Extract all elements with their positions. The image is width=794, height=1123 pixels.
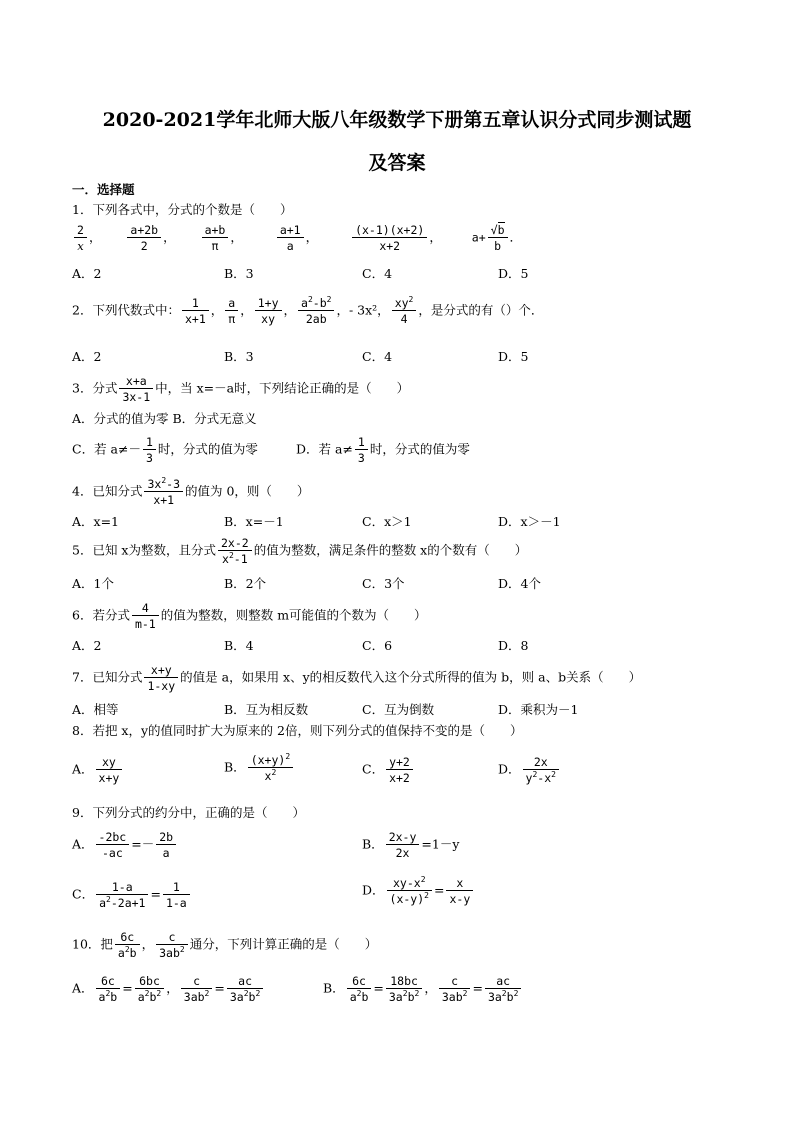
q1-option-a: A．2 bbox=[72, 266, 102, 281]
q7-option-c: C．互为倒数 bbox=[362, 702, 435, 717]
q4-option-a: A．x=1 bbox=[72, 514, 120, 529]
q10-option-b: B． $\frac{6c}{a^2b}$ = $\frac{18bc}{3a^2b^2}$ ， $\frac{c}{3ab^2}$ = $\frac{ac}{3a^2b^2}$ bbox=[323, 975, 523, 1003]
q2-option-b: B．3 bbox=[224, 349, 254, 364]
q6-option-a: A．2 bbox=[72, 638, 102, 653]
q2-option-c: C．4 bbox=[362, 349, 393, 364]
q5-option-d: D．4个 bbox=[498, 576, 541, 591]
q7-option-a: A．相等 bbox=[72, 702, 119, 717]
q6-option-d: D．8 bbox=[498, 638, 529, 653]
q8-option-c: C． $\frac{y+2}{x+2}$ bbox=[362, 756, 415, 784]
q9-option-d: D． $\frac{xy-x^2}{(x-y)^2}$ = $\frac{x}{x-y}$ bbox=[362, 877, 475, 905]
question-1-stem: 1．下列各式中，分式的个数是（ ） bbox=[72, 202, 293, 217]
q5-option-a: A．1个 bbox=[72, 576, 114, 591]
q7-option-d: D．乘积为－1 bbox=[498, 702, 579, 717]
question-9-stem: 9．下列分式的约分中，正确的是（ ） bbox=[72, 805, 305, 820]
q2-option-d: D．5 bbox=[498, 349, 529, 364]
q6-option-c: C．6 bbox=[362, 638, 393, 653]
q1-option-b: B．3 bbox=[224, 266, 254, 281]
q5-option-c: C．3个 bbox=[362, 576, 405, 591]
question-10-stem: 10．把 $\frac{6c}{a^2b}$ ， $\frac{c}{3ab^2}$ 通分，下列计算正确的是（ ） bbox=[72, 930, 378, 961]
q10-option-a: A． $\frac{6c}{a^2b}$ = $\frac{6bc}{a^2b^2}$ ， $\frac{c}{3ab^2}$ = $\frac{ac}{3a^2b^2}$ bbox=[72, 975, 265, 1003]
q8-option-d: D． $\frac{2x}{y^2-x^2}$ bbox=[498, 756, 561, 784]
question-1-expressions: $\frac{2}{x}$ ， $\frac{a+2b}{2}$ ， $\frac{a+b}{\pi}$ ， $\frac{a+1}{a}$ ， $\frac{(x-1)(x+2)}{x+2}$ ， a+ $\frac{√b}{b}$ ． bbox=[72, 224, 522, 252]
q4-option-d: D．x＞－1 bbox=[498, 514, 561, 529]
document-title: 2020-2021学年北师大版八年级数学下册第五章认识分式同步测试题 bbox=[102, 109, 692, 131]
question-7-stem: 7．已知分式 $\frac{x+y}{1-xy}$ 的值是 a，如果用 x、y的相反数代入这个分式所得的值为 b，则 a、b关系（ ） bbox=[72, 663, 642, 694]
q1-option-c: C．4 bbox=[362, 266, 393, 281]
question-4-stem: 4．已知分式 $\frac{3x^2-3}{x+1}$ 的值为 0，则（ ） bbox=[72, 476, 310, 508]
q2-option-a: A．2 bbox=[72, 349, 102, 364]
q3-option-d: D．若 a≠ $\frac{1}{3}$ 时，分式的值为零 bbox=[296, 435, 470, 466]
question-8-stem: 8．若把 x，y的值同时扩大为原来的 2倍，则下列分式的值保持不变的是（ ） bbox=[72, 723, 523, 738]
q3-option-c: C．若 a≠－ $\frac{1}{3}$ 时，分式的值为零 bbox=[72, 435, 258, 466]
section-heading: 一．选择题 bbox=[72, 182, 135, 197]
q9-option-c: C． $\frac{1-a}{a^2-2a+1}$ = $\frac{1}{1-a}$ bbox=[72, 881, 192, 909]
q7-option-b: B．互为相反数 bbox=[224, 702, 309, 717]
document-title-line2: 及答案 bbox=[368, 152, 426, 174]
q4-option-c: C．x＞1 bbox=[362, 514, 412, 529]
question-6-stem: 6．若分式 $\frac{4}{m-1}$ 的值为整数，则整数 m可能值的个数为（ ） bbox=[72, 601, 427, 632]
question-3-stem: 3．分式 $\frac{x+a}{3x-1}$ 中，当 x=－a时，下列结论正确的是（ ） bbox=[72, 374, 410, 405]
question-5-stem: 5．已知 x为整数，且分式 $\frac{2x-2}{x^2-1}$ 的值为整数，满足条件的整数 x的个数有（ ） bbox=[72, 536, 528, 567]
q9-option-a: A． $\frac{-2bc}{-ac}$ =－ $\frac{2b}{a}$ bbox=[72, 831, 178, 859]
q8-option-a: A． $\frac{xy}{x+y}$ bbox=[72, 756, 124, 784]
q1-option-d: D．5 bbox=[498, 266, 529, 281]
q6-option-b: B．4 bbox=[224, 638, 254, 653]
q5-option-b: B．2个 bbox=[224, 576, 267, 591]
q8-option-b: B． $\frac{(x+y)^2}{x^2}$ bbox=[224, 754, 295, 782]
q4-option-b: B．x=－1 bbox=[224, 514, 284, 529]
question-2-stem: 2．下列代数式中： $\frac{1}{x+1}$ ， $\frac{a}{\pi}$ ， $\frac{1+y}{xy}$ ， $\frac{a^2-b^2}{2ab}$ ，- 3x²， $\frac{xy^2}{4}$ ，是分式的有（）个． bbox=[72, 295, 544, 327]
q3-options-ab: A．分式的值为零 B．分式无意义 bbox=[72, 411, 257, 426]
q9-option-b: B． $\frac{2x-y}{2x}$ =1－y bbox=[362, 830, 460, 861]
